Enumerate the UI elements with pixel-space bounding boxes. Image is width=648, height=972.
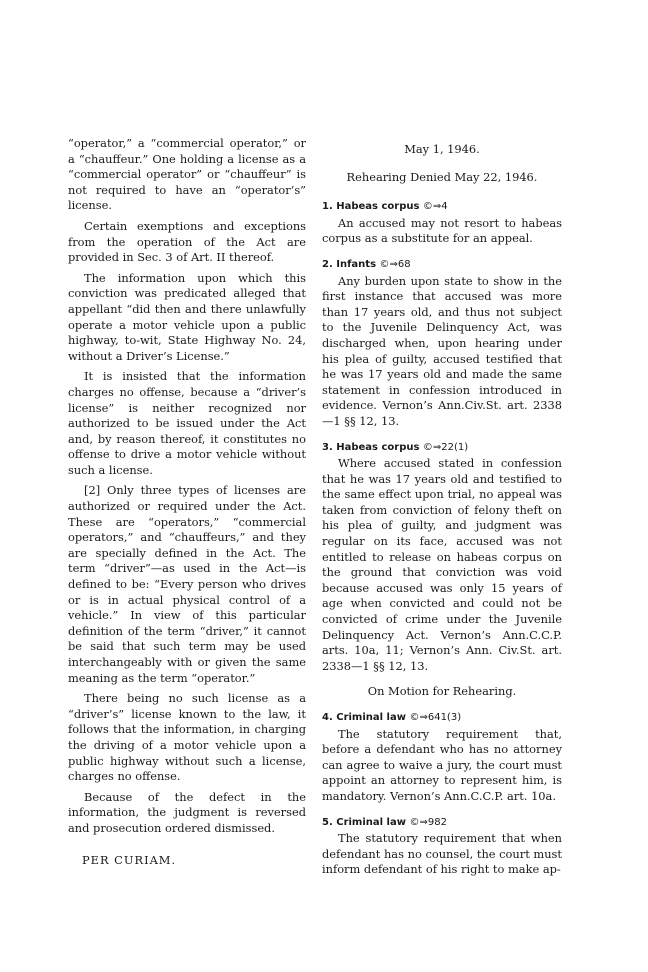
headnote-text: The statutory requirement that when defendant has no counsel, the court must inform defendant of his right to make ap-: [322, 831, 562, 877]
rehearing-date: Rehearing Denied May 22, 1946.: [346, 169, 538, 184]
signature: PER CURIAM.: [82, 852, 177, 867]
right-column: [322, 136, 562, 883]
headnote-heading: 2. Infants: [322, 258, 377, 270]
key-number-icon: ©⇒982: [409, 816, 447, 828]
headnote-text: An accused may not resort to habeas corpus as a substitute for an appeal.: [322, 215, 562, 246]
headnote-4: [322, 710, 562, 805]
headnote-text: Where accused stated in confession that he was 17 years old and testified to the same effect upon trial, no appeal was taken from conviction of felony theft on his plea of guilty, and judgment was regular on its face, accused was not entitled to release on habeas corpus on the ground that conviction was void because accused was only 15 years of age when convicted and could not be convicted of crime under the Juvenile Delinquency Act. Vernon’s Ann.C.C.P. arts. 10a, 11; Vernon’s Ann. Civ.St. art. 2338—1 §§ 12, 13.: [322, 456, 562, 673]
headnote-1: [322, 199, 562, 247]
paragraph-6: There being no such license as a “driver’s” license known to the law, it follows that the information, in charging the driving of a motor vehicle upon a public highway without such a license, charges no offense.: [68, 691, 306, 784]
headnote-heading: 5. Criminal law: [322, 816, 406, 828]
headnote-2: [322, 257, 562, 430]
headnote-heading: 3. Habeas corpus: [322, 441, 420, 453]
left-column: [68, 136, 306, 873]
paragraph-1: “operator,” a “commercial operator,” or a “chauffeur.” One holding a license as a “commercial operator” or “chauffeur” is not required to have an “operator’s” license.: [68, 136, 306, 213]
paragraph-4: It is insisted that the information charges no offense, because a “driver’s license” is neither recognized nor authorized to be issued under the Act and, by reason thereof, it constitutes no offense to drive a motor vehicle without such a license.: [68, 369, 306, 477]
key-number-icon: ©⇒68: [379, 258, 411, 270]
key-number-icon: ©⇒22(1): [422, 441, 469, 453]
headnote-3: [322, 440, 562, 675]
headnote-text: Any burden upon state to show in the first instance that accused was more than 17 years old, and thus not subject to the Juvenile Delinquency Act, was discharged when, upon hearing under his plea of guilty, accused testified that he was 17 years old and made the same statement in confession introduced in evidence. Vernon’s Ann.Civ.St. art. 2338—1 §§ 12, 13.: [322, 273, 562, 428]
key-number-icon: ©⇒4: [422, 201, 448, 213]
motion-heading: On Motion for Rehearing.: [367, 684, 517, 699]
headnote-text: The statutory requirement that, before a defendant who has no attorney can agree to waive a jury, the court must appoint an attorney to represent him, is mandatory. Vernon’s Ann.C.C.P. art. 10a.: [322, 726, 562, 803]
headnote-5: [322, 815, 562, 878]
key-number-icon: ©⇒641(3): [409, 712, 462, 723]
headnote-heading: 1. Habeas corpus: [322, 201, 420, 213]
decision-date: May 1, 1946.: [404, 142, 480, 156]
paragraph-7: Because of the defect in the information, the judgment is reversed and prosecution ordered dismissed.: [68, 789, 306, 835]
paragraph-3: The information upon which this conviction was predicated alleged that appellant “did then and there unlawfully operate a motor vehicle upon a public highway, to-wit, State Highway No. 24, without a Driver’s License.”: [68, 270, 306, 363]
paragraph-5: [2] Only three types of licenses are authorized or required under the Act. These are “operators,” “commercial operators,” and “chauffeurs,” and they are specially defined in the Act. The term “driver”—as used in the Act—is defined to be: “Every person who drives or is in actual physical control of a vehicle.” In view of this particular definition of the term “driver,” it cannot be said that such term may be used interchangeably with or given the same meaning as the term “operator.”: [68, 483, 306, 685]
paragraph-2: Certain exemptions and exceptions from the operation of the Act are provided in Sec. 3 of Art. II thereof.: [68, 218, 306, 265]
headnote-heading: 4. Criminal law: [322, 712, 406, 723]
